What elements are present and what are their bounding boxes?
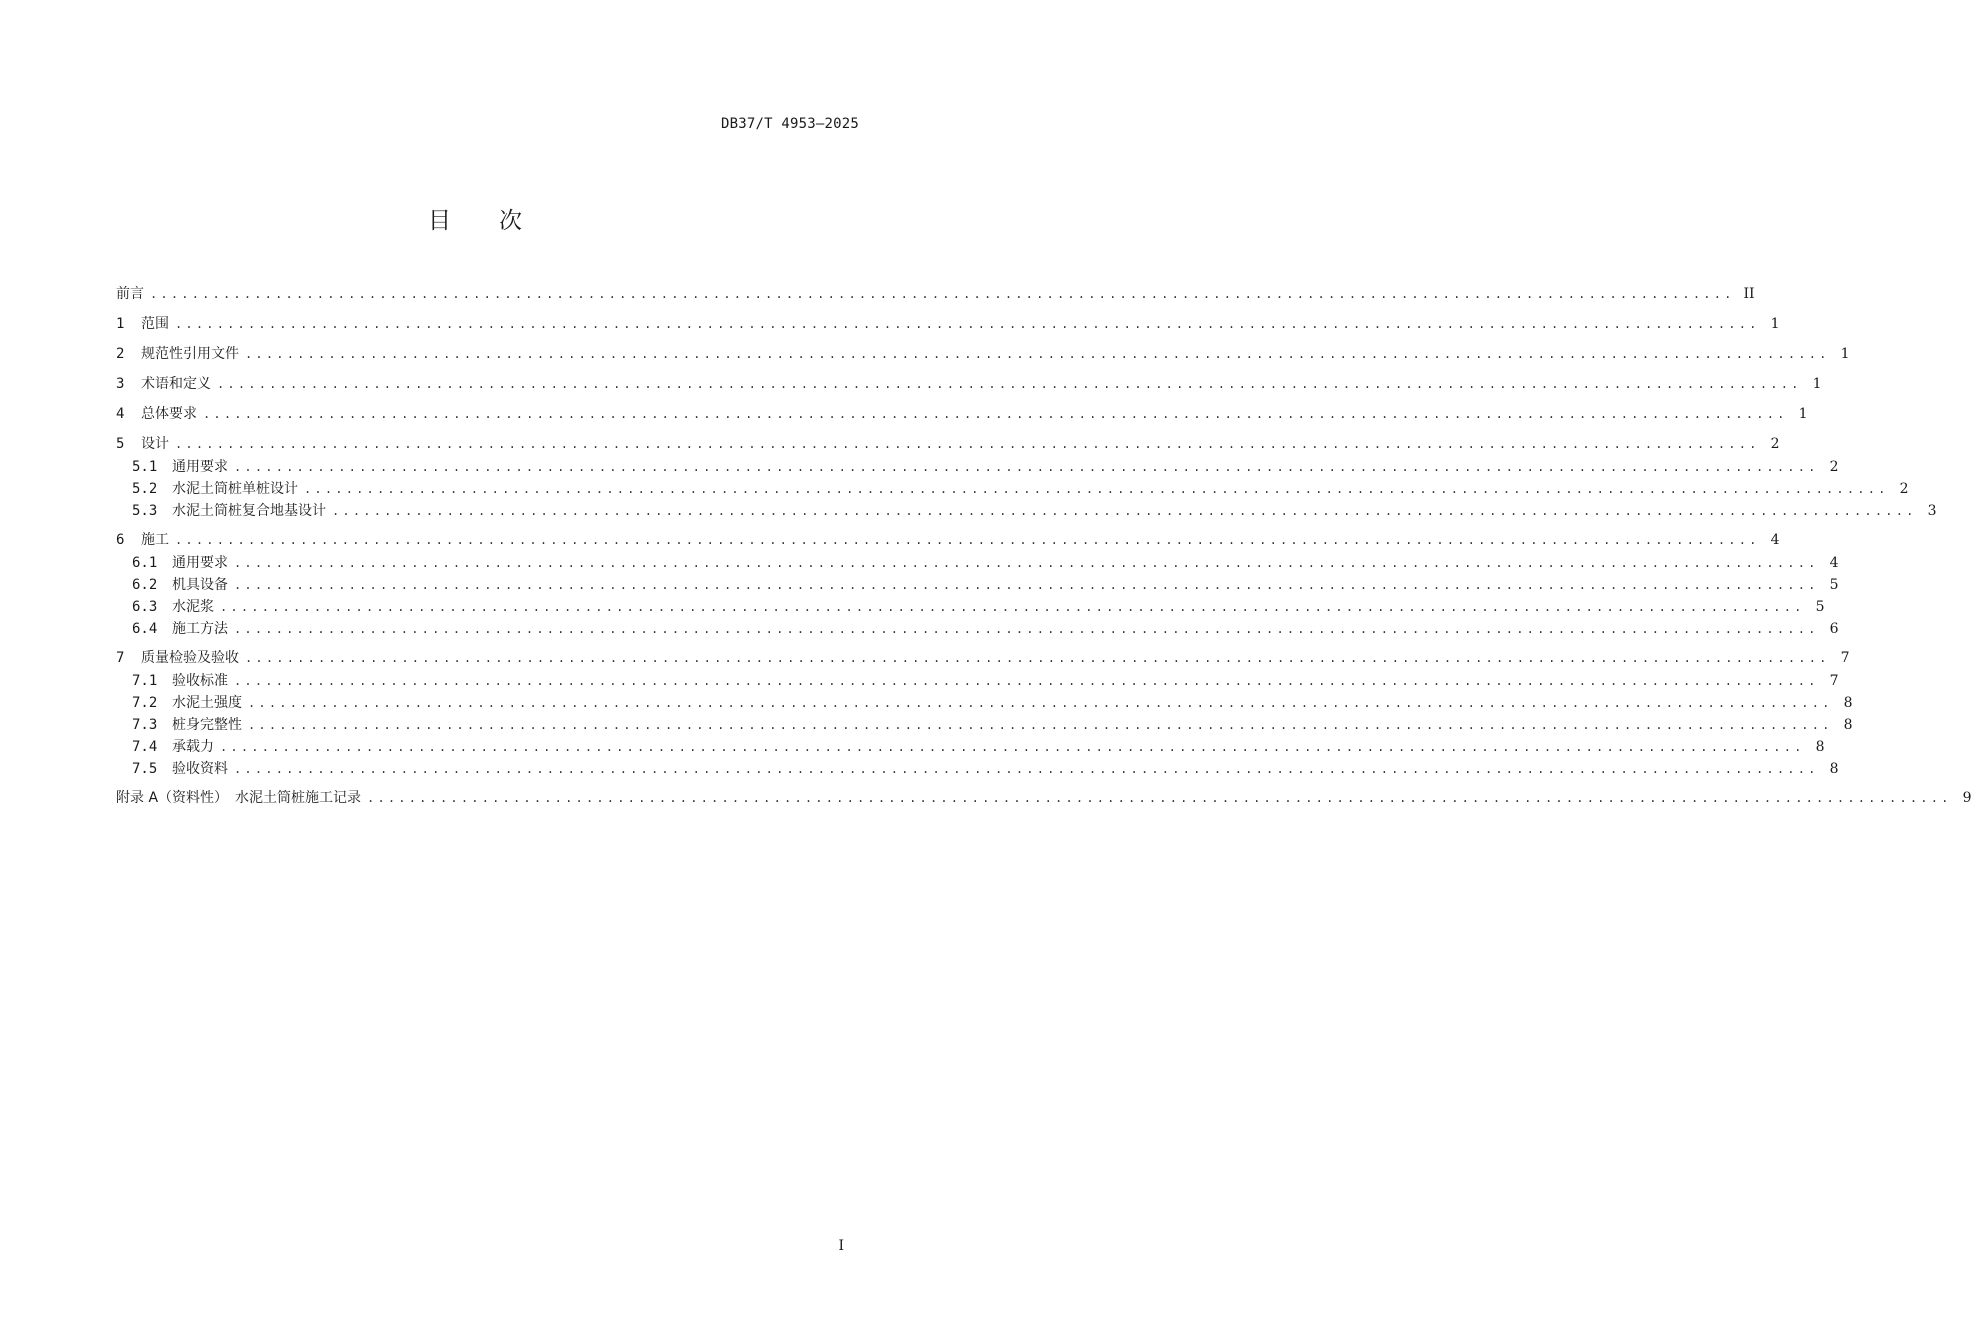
toc-entry-label: 承载力	[172, 739, 214, 755]
title-char-1: 目	[428, 208, 451, 234]
toc-entry-label: 术语和定义	[141, 376, 211, 392]
toc-entry-label: 桩身完整性	[172, 717, 242, 733]
toc-dot-leader: ........................................................................................................................................................	[175, 437, 1760, 451]
toc-entry-label: 质量检验及验收	[141, 650, 239, 666]
toc-entry[interactable]	[116, 648, 1850, 668]
toc-entry-number: 5.3	[132, 503, 158, 519]
toc-dot-leader: ........................................................................................................................................................	[217, 377, 1802, 391]
toc-entry[interactable]	[116, 314, 1780, 334]
toc-entry-number: 7.1	[132, 673, 158, 689]
toc-entry[interactable]	[116, 404, 1808, 424]
toc-entry-page: 2	[1899, 481, 1909, 497]
toc-entry-label: 机具设备	[172, 577, 228, 593]
toc-entry-page: 9	[1962, 790, 1972, 806]
toc-entry-number: 6	[116, 532, 125, 548]
toc-entry-label: 水泥浆	[172, 599, 214, 615]
toc-entry-label: 规范性引用文件	[141, 346, 239, 362]
toc-entry-number: 6.2	[132, 577, 158, 593]
toc-dot-leader: ........................................................................................................................................................	[234, 674, 1819, 688]
toc-entry-page: 8	[1815, 739, 1825, 755]
toc-entry-number: 4	[116, 406, 125, 422]
toc-entry-number: 6.4	[132, 621, 158, 637]
toc-entry-number: 2	[116, 346, 125, 362]
toc-entry[interactable]	[132, 457, 1839, 477]
toc-entry[interactable]	[132, 553, 1839, 573]
toc-entry[interactable]	[116, 530, 1780, 550]
toc-dot-leader: ........................................................................................................................................................	[245, 651, 1830, 665]
toc-entry-number: 6.3	[132, 599, 158, 615]
toc-dot-leader: ........................................................................................................................................................	[248, 696, 1833, 710]
toc-entry-number: 7.2	[132, 695, 158, 711]
toc-dot-leader: ........................................................................................................................................................	[304, 482, 1889, 496]
toc-entry-label: 水泥土强度	[172, 695, 242, 711]
toc-entry-page: 6	[1829, 621, 1839, 637]
toc-entry[interactable]	[116, 788, 1972, 808]
toc-entry-label: 范围	[141, 316, 169, 332]
toc-entry-page: 8	[1829, 761, 1839, 777]
toc-entry[interactable]	[132, 501, 1937, 521]
toc-dot-leader: ........................................................................................................................................................	[245, 347, 1830, 361]
toc-entry-number: 7.5	[132, 761, 158, 777]
toc-entry-label: 施工	[141, 532, 169, 548]
toc-entry-label: 验收资料	[172, 761, 228, 777]
toc-dot-leader: ........................................................................................................................................................	[234, 460, 1819, 474]
toc-entry-page: 5	[1829, 577, 1839, 593]
toc-dot-leader: ........................................................................................................................................................	[234, 762, 1819, 776]
toc-entry[interactable]	[132, 693, 1853, 713]
toc-entry-page: 2	[1770, 436, 1780, 452]
toc-entry-page: 4	[1829, 555, 1839, 571]
toc-dot-leader: ........................................................................................................................................................	[203, 407, 1788, 421]
toc-entry[interactable]	[116, 434, 1780, 454]
toc-entry[interactable]	[116, 344, 1850, 364]
toc-entry[interactable]	[132, 619, 1839, 639]
toc-entry-label: 总体要求	[141, 406, 197, 422]
footer-page-number: I	[838, 1238, 844, 1254]
toc-dot-leader: ........................................................................................................................................................	[175, 317, 1760, 331]
toc-entry-number: 5.1	[132, 459, 158, 475]
toc-dot-leader: ........................................................................................................................................................	[367, 791, 1952, 805]
toc-entry-number: 3	[116, 376, 125, 392]
toc-entry[interactable]	[132, 671, 1839, 691]
toc-entry[interactable]	[132, 479, 1909, 499]
toc-entry-label: 施工方法	[172, 621, 228, 637]
toc-dot-leader: ........................................................................................................................................................	[248, 718, 1833, 732]
toc-entry-label: 验收标准	[172, 673, 228, 689]
toc-entry-number: 6.1	[132, 555, 158, 571]
toc-entry-page: 2	[1829, 459, 1839, 475]
toc-entry-label: 前言	[116, 286, 144, 302]
toc-entry-number: 5.2	[132, 481, 158, 497]
toc-dot-leader: ........................................................................................................................................................	[234, 556, 1819, 570]
toc-entry-label: 通用要求	[172, 459, 228, 475]
document-code: DB37/T 4953—2025	[720, 116, 859, 132]
toc-entry-page: 7	[1829, 673, 1839, 689]
toc-entry-page: II	[1743, 286, 1755, 302]
toc-entry-page: 4	[1770, 532, 1780, 548]
toc-dot-leader: ........................................................................................................................................................	[234, 578, 1819, 592]
toc-entry[interactable]	[132, 715, 1853, 735]
toc-entry[interactable]	[132, 759, 1839, 779]
toc-entry-page: 5	[1815, 599, 1825, 615]
toc-entry-label: 设计	[141, 436, 169, 452]
toc-dot-leader: ........................................................................................................................................................	[220, 600, 1805, 614]
toc-entry-page: 7	[1840, 650, 1850, 666]
toc-entry-label: 通用要求	[172, 555, 228, 571]
toc-dot-leader: ........................................................................................................................................................	[175, 533, 1760, 547]
toc-entry-number: 7.4	[132, 739, 158, 755]
toc-entry[interactable]	[116, 374, 1822, 394]
toc-entry-number: 7	[116, 650, 125, 666]
toc-entry-page: 1	[1798, 406, 1808, 422]
toc-entry[interactable]	[132, 737, 1825, 757]
toc-entry-number: 7.3	[132, 717, 158, 733]
toc-entry-label: 水泥土筒桩复合地基设计	[172, 503, 326, 519]
toc-entry[interactable]	[132, 597, 1825, 617]
toc-entry-page: 1	[1770, 316, 1780, 332]
toc-entry-page: 8	[1843, 717, 1853, 733]
toc-entry-label: 附录 A（资料性） 水泥土筒桩施工记录	[116, 790, 362, 806]
toc-entry-page: 3	[1927, 503, 1937, 519]
toc-entry-page: 1	[1812, 376, 1822, 392]
toc-entry[interactable]	[132, 575, 1839, 595]
toc-dot-leader: ........................................................................................................................................................	[234, 622, 1819, 636]
toc-dot-leader: ........................................................................................................................................................	[150, 287, 1735, 301]
toc-entry-number: 1	[116, 316, 125, 332]
title-char-2: 次	[499, 208, 522, 234]
toc-entry[interactable]	[116, 284, 1755, 304]
toc-entry-page: 1	[1840, 346, 1850, 362]
toc-entry-number: 5	[116, 436, 125, 452]
toc-dot-leader: ........................................................................................................................................................	[332, 504, 1917, 518]
toc-entry-page: 8	[1843, 695, 1853, 711]
toc-entry-label: 水泥土筒桩单桩设计	[172, 481, 298, 497]
toc-dot-leader: ........................................................................................................................................................	[220, 740, 1805, 754]
